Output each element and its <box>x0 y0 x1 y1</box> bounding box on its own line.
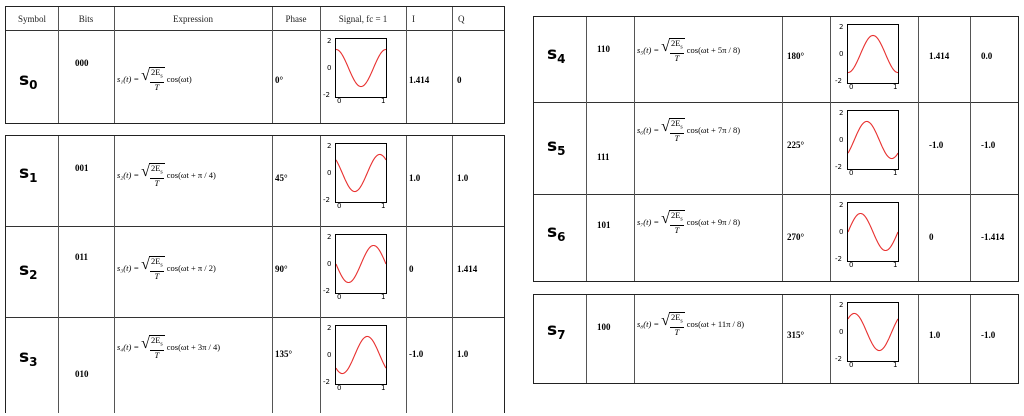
fraction <box>669 118 685 143</box>
phase-value: 0° <box>275 75 284 85</box>
tick-y-mid: 0 <box>839 328 844 336</box>
fraction <box>669 38 685 63</box>
bits-value: 000 <box>75 58 89 68</box>
signal-waveform <box>848 25 898 83</box>
signal-expression <box>117 163 216 188</box>
header-row <box>6 7 504 31</box>
signal-expression <box>637 38 740 63</box>
q-value: 1.0 <box>457 173 469 183</box>
expression-rhs: cos(ωt + 9π / 8) <box>686 217 741 228</box>
tick-y-top: 2 <box>327 324 332 332</box>
tick-y-bottom: -2 <box>323 91 330 99</box>
expression-rhs: cos(ωt + 11π / 8) <box>686 319 745 330</box>
expression-rhs: cos(ωt + π / 4) <box>166 170 216 181</box>
expression-rhs: cos(ωt + 7π / 8) <box>686 125 741 136</box>
symbol-label <box>547 222 565 244</box>
symbol-index: 5 <box>557 144 566 158</box>
numerator-text: 2E <box>150 335 161 345</box>
tick-y-mid: 0 <box>327 169 332 177</box>
bits-value: 010 <box>75 369 89 379</box>
symbol-index: 0 <box>29 78 38 92</box>
numerator-text: 2E <box>670 118 681 128</box>
bits-value: 001 <box>75 163 89 173</box>
radical-icon: √ <box>661 38 670 55</box>
signal-expression <box>637 118 740 143</box>
signal-chart <box>835 106 905 188</box>
waveform-line <box>848 214 898 251</box>
fraction-numerator <box>670 211 684 226</box>
q-value: -1.0 <box>981 330 996 340</box>
symbol-letter: s <box>547 320 558 340</box>
tick-y-top: 2 <box>839 23 844 31</box>
expression-lhs: s₃(t) = <box>117 263 140 274</box>
expression-lhs: s₆(t) = <box>637 125 660 136</box>
fraction <box>149 67 165 92</box>
radical-icon: √ <box>141 67 150 84</box>
symbol-row <box>6 227 504 318</box>
fraction-numerator <box>670 313 684 328</box>
tick-y-mid: 0 <box>839 228 844 236</box>
plot-frame <box>335 143 387 203</box>
numerator-subscript: s <box>680 124 683 131</box>
symbol-letter: s <box>547 44 558 64</box>
symbol-index: 2 <box>29 268 38 282</box>
tick-y-bottom: -2 <box>323 378 330 386</box>
tick-y-bottom: -2 <box>835 77 842 85</box>
numerator-subscript: s <box>680 318 683 325</box>
tick-y-bottom: -2 <box>835 163 842 171</box>
numerator-text: 2E <box>670 312 681 322</box>
symbol-letter: s <box>19 70 30 90</box>
radical-icon: √ <box>661 118 670 135</box>
symbol-letter: s <box>19 163 30 183</box>
tick-x-right: 1 <box>381 202 386 210</box>
waveform-line <box>848 121 898 158</box>
tick-y-mid: 0 <box>839 136 844 144</box>
phase-value: 270° <box>787 232 805 242</box>
symbol-letter: s <box>19 260 30 280</box>
tick-x-left: 0 <box>337 97 342 105</box>
signal-chart <box>835 198 905 276</box>
fraction-numerator <box>150 257 164 272</box>
numerator-text: 2E <box>150 163 161 173</box>
signal-waveform <box>336 144 386 202</box>
expression-rhs: cos(ωt) <box>166 74 192 85</box>
fraction <box>149 335 165 360</box>
plot-frame <box>847 302 899 362</box>
i-value: 1.0 <box>929 330 941 340</box>
q-value: -1.414 <box>981 232 1005 242</box>
sqrt-symbol <box>661 38 685 63</box>
sqrt-symbol <box>141 335 165 360</box>
signal-expression <box>117 67 192 92</box>
fraction-denominator: T <box>674 224 680 235</box>
symbol-label <box>19 163 37 185</box>
signal-chart <box>323 34 393 118</box>
fraction-numerator <box>150 336 164 351</box>
symbol-row <box>6 136 504 227</box>
numerator-subscript: s <box>160 169 163 176</box>
right-bottom-table <box>533 294 1019 384</box>
fraction <box>149 163 165 188</box>
header-expression: Expression <box>173 13 213 24</box>
fraction <box>669 210 685 235</box>
expression-lhs: s₂(t) = <box>117 170 140 181</box>
i-value: 0 <box>929 232 934 242</box>
i-value: 1.0 <box>409 173 421 183</box>
i-value: -1.0 <box>409 349 424 359</box>
symbol-label <box>19 347 37 369</box>
waveform-line <box>848 313 898 350</box>
q-value: 1.414 <box>457 264 478 274</box>
phase-value: 90° <box>275 264 288 274</box>
tick-y-top: 2 <box>839 301 844 309</box>
sqrt-symbol <box>141 163 165 188</box>
symbol-index: 7 <box>557 328 566 342</box>
sqrt-symbol <box>661 312 685 337</box>
radical-icon: √ <box>141 256 150 273</box>
fraction-denominator: T <box>154 349 160 360</box>
tick-x-right: 1 <box>893 83 898 91</box>
phase-value: 180° <box>787 51 805 61</box>
tick-y-bottom: -2 <box>323 287 330 295</box>
tick-x-right: 1 <box>893 261 898 269</box>
symbol-index: 3 <box>29 355 38 369</box>
phase-value: 225° <box>787 140 805 150</box>
tick-x-left: 0 <box>849 169 854 177</box>
symbol-row <box>6 31 504 125</box>
signal-waveform <box>848 111 898 169</box>
tick-x-left: 0 <box>337 384 342 392</box>
radical-icon: √ <box>141 335 150 352</box>
fraction <box>669 312 685 337</box>
tick-x-right: 1 <box>381 293 386 301</box>
i-value: -1.0 <box>929 140 944 150</box>
tick-x-right: 1 <box>381 97 386 105</box>
waveform-line <box>336 246 386 283</box>
radical-icon: √ <box>141 163 150 180</box>
symbol-label <box>547 44 565 66</box>
tick-x-left: 0 <box>849 361 854 369</box>
bits-value: 100 <box>597 322 611 332</box>
plot-frame <box>847 24 899 84</box>
symbol-label <box>19 260 37 282</box>
fraction-denominator: T <box>154 270 160 281</box>
expression-rhs: cos(ωt + 5π / 8) <box>686 45 741 56</box>
signal-waveform <box>848 203 898 261</box>
bits-value: 111 <box>597 152 610 162</box>
plot-frame <box>335 38 387 98</box>
radical-icon: √ <box>661 312 670 329</box>
symbol-index: 6 <box>557 230 566 244</box>
symbol-letter: s <box>547 222 558 242</box>
q-value: 0 <box>457 75 462 85</box>
header-phase: Phase <box>285 13 307 24</box>
tick-y-top: 2 <box>839 201 844 209</box>
tick-y-mid: 0 <box>327 260 332 268</box>
tick-y-bottom: -2 <box>835 355 842 363</box>
numerator-text: 2E <box>150 67 161 77</box>
phase-value: 315° <box>787 330 805 340</box>
fraction-numerator <box>670 39 684 54</box>
symbol-label <box>547 320 565 342</box>
waveform-line <box>848 35 898 72</box>
numerator-text: 2E <box>670 210 681 220</box>
signal-expression <box>637 210 740 235</box>
q-value: 0.0 <box>981 51 993 61</box>
tick-x-left: 0 <box>849 83 854 91</box>
plot-frame <box>847 202 899 262</box>
fraction-numerator <box>670 119 684 134</box>
header-i: I <box>412 13 415 24</box>
tick-y-top: 2 <box>327 142 332 150</box>
tick-x-left: 0 <box>337 202 342 210</box>
signal-chart <box>835 298 905 378</box>
fraction-denominator: T <box>154 81 160 92</box>
symbol-index: 4 <box>557 52 566 66</box>
sqrt-symbol <box>141 67 165 92</box>
symbol-letter: s <box>19 347 30 367</box>
expression-rhs: cos(ωt + π / 2) <box>166 263 216 274</box>
signal-waveform <box>336 235 386 293</box>
fraction-numerator <box>150 68 164 83</box>
tick-x-right: 1 <box>893 361 898 369</box>
expression-lhs: s₈(t) = <box>637 319 660 330</box>
phase-value: 135° <box>275 349 293 359</box>
sqrt-symbol <box>661 118 685 143</box>
numerator-text: 2E <box>150 256 161 266</box>
fraction-denominator: T <box>154 177 160 188</box>
tick-y-top: 2 <box>327 37 332 45</box>
tick-x-right: 1 <box>893 169 898 177</box>
symbol-label <box>19 70 37 92</box>
fraction-denominator: T <box>674 132 680 143</box>
bits-value: 101 <box>597 220 611 230</box>
signal-chart <box>323 230 393 311</box>
signal-chart <box>323 321 393 407</box>
expression-rhs: cos(ωt + 3π / 4) <box>166 342 221 353</box>
i-value: 1.414 <box>409 75 430 85</box>
signal-waveform <box>336 39 386 97</box>
symbol-letter: s <box>547 136 558 156</box>
tick-x-left: 0 <box>849 261 854 269</box>
tick-y-bottom: -2 <box>835 255 842 263</box>
waveform-line <box>336 336 386 373</box>
q-value: 1.0 <box>457 349 469 359</box>
numerator-subscript: s <box>160 73 163 80</box>
numerator-subscript: s <box>680 44 683 51</box>
signal-expression <box>117 256 216 281</box>
tick-y-top: 2 <box>839 109 844 117</box>
fraction-denominator: T <box>674 326 680 337</box>
tick-x-right: 1 <box>381 384 386 392</box>
fraction-numerator <box>150 164 164 179</box>
i-value: 1.414 <box>929 51 950 61</box>
header-signal: Signal, fc = 1 <box>338 13 388 24</box>
tick-y-mid: 0 <box>327 351 332 359</box>
symbol-row <box>534 103 1018 195</box>
tick-y-top: 2 <box>327 233 332 241</box>
expression-lhs: s₁(t) = <box>117 74 140 85</box>
signal-chart <box>835 20 905 96</box>
plot-frame <box>335 234 387 294</box>
signal-expression <box>637 312 744 337</box>
symbol-row <box>534 195 1018 283</box>
numerator-subscript: s <box>680 216 683 223</box>
signal-waveform <box>848 303 898 361</box>
plot-frame <box>847 110 899 170</box>
fraction-denominator: T <box>674 52 680 63</box>
header-bits: Bits <box>78 13 94 24</box>
tick-x-left: 0 <box>337 293 342 301</box>
tick-y-mid: 0 <box>327 64 332 72</box>
radical-icon: √ <box>661 210 670 227</box>
numerator-text: 2E <box>670 38 681 48</box>
phase-value: 45° <box>275 173 288 183</box>
numerator-subscript: s <box>160 341 163 348</box>
expression-lhs: s₇(t) = <box>637 217 660 228</box>
expression-lhs: s₄(t) = <box>117 342 140 353</box>
signal-chart <box>323 139 393 220</box>
numerator-subscript: s <box>160 262 163 269</box>
sqrt-symbol <box>661 210 685 235</box>
fraction <box>149 256 165 281</box>
q-value: -1.0 <box>981 140 996 150</box>
signal-waveform <box>336 326 386 384</box>
symbol-row <box>534 295 1018 385</box>
i-value: 0 <box>409 264 414 274</box>
sqrt-symbol <box>141 256 165 281</box>
tick-y-mid: 0 <box>839 50 844 58</box>
expression-lhs: s₅(t) = <box>637 45 660 56</box>
waveform-line <box>336 49 386 86</box>
bits-value: 011 <box>75 252 89 262</box>
bits-value: 110 <box>597 44 611 54</box>
waveform-line <box>336 154 386 191</box>
tick-y-bottom: -2 <box>323 196 330 204</box>
symbol-row <box>6 318 504 414</box>
header-q: Q <box>458 13 465 24</box>
header-symbol: Symbol <box>17 13 46 24</box>
plot-frame <box>335 325 387 385</box>
symbol-index: 1 <box>29 171 38 185</box>
symbol-label <box>547 136 565 158</box>
signal-expression <box>117 335 220 360</box>
